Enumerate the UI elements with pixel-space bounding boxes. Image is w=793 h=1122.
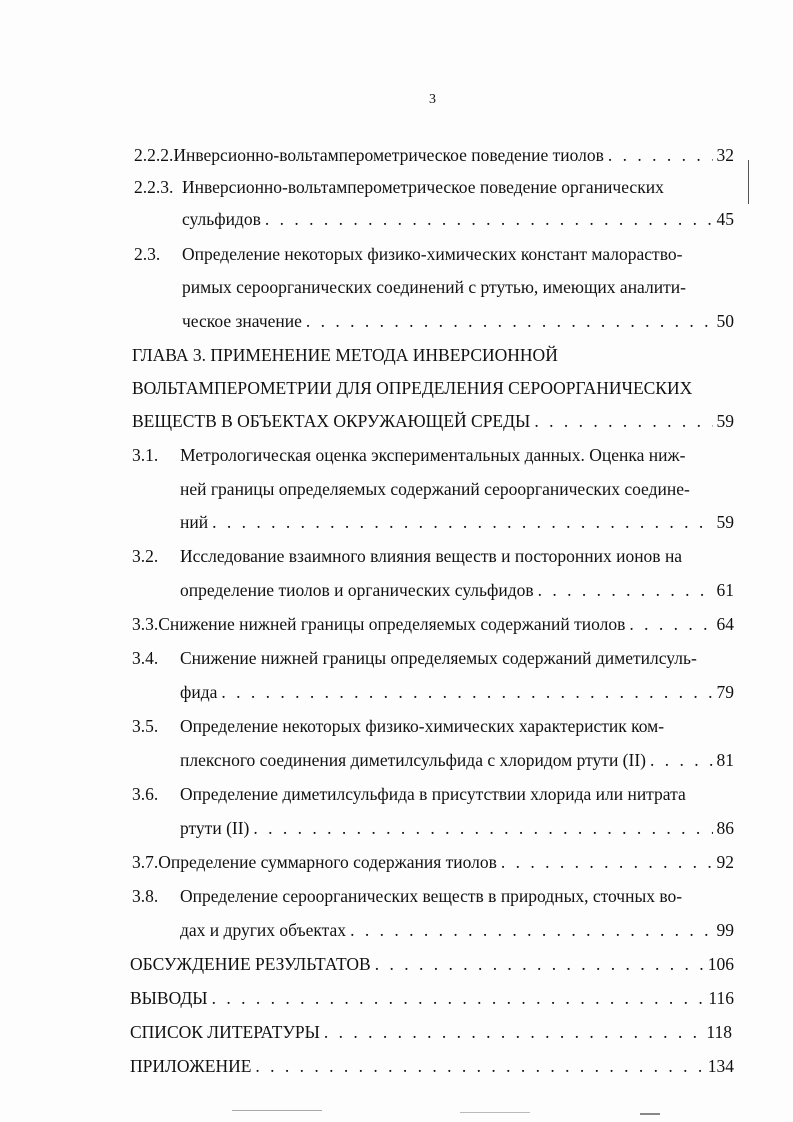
scan-artifact bbox=[460, 1112, 530, 1113]
toc-entry-number: 2.3. bbox=[134, 244, 161, 264]
toc-chapter-heading bbox=[132, 340, 734, 370]
toc-entry-continuation bbox=[182, 272, 734, 302]
toc-entry-title: Определение сероорганических веществ в природных, сточных во- bbox=[180, 886, 683, 906]
toc-entry-number: 3.3. bbox=[132, 614, 159, 634]
toc-leader-dots bbox=[324, 1017, 703, 1047]
toc-entry-title: фида bbox=[180, 682, 218, 702]
toc-entry-title: ВЕЩЕСТВ В ОБЪЕКТАХ ОКРУЖАЮЩЕЙ СРЕДЫ bbox=[132, 411, 531, 431]
toc-leader-dots bbox=[608, 140, 713, 170]
toc-entry-page: 64 bbox=[716, 614, 734, 634]
toc-entry-number: 3.1. bbox=[132, 445, 159, 465]
toc-entry bbox=[132, 541, 734, 571]
scan-artifact bbox=[232, 1110, 322, 1111]
toc-leader-dots bbox=[306, 306, 713, 336]
toc-chapter-heading bbox=[132, 373, 734, 403]
toc-entry-title: Метрологическая оценка экспериментальных данных. Оценка ниж- bbox=[180, 445, 686, 465]
toc-leader-dots bbox=[501, 847, 713, 877]
toc-entry-continuation bbox=[180, 575, 734, 605]
toc-entry-continuation bbox=[182, 306, 734, 336]
toc-entry-continuation bbox=[180, 813, 734, 843]
toc-entry-continuation bbox=[180, 915, 734, 945]
toc-entry-title: Определение некоторых физико-химических констант малораство- bbox=[182, 244, 683, 264]
toc-entry-title: ческое значение bbox=[182, 311, 302, 331]
toc-entry bbox=[132, 643, 734, 673]
toc-entry-title: ОБСУЖДЕНИЕ РЕЗУЛЬТАТОВ bbox=[130, 954, 371, 974]
toc-entry-page: 50 bbox=[716, 311, 734, 331]
toc-entry-page: 32 bbox=[716, 145, 734, 165]
toc-entry-title: римых сероорганических соединений с ртутью, имеющих аналити- bbox=[182, 277, 686, 297]
toc-entry-page: 45 bbox=[716, 209, 734, 229]
toc-entry-page: 61 bbox=[716, 580, 734, 600]
toc-entry bbox=[132, 779, 734, 809]
toc-chapter-heading bbox=[132, 406, 734, 436]
toc-entry bbox=[134, 172, 734, 202]
toc-entry-title: определение тиолов и органических сульфидов bbox=[180, 580, 534, 600]
toc-entry-title: ний bbox=[180, 512, 209, 532]
toc-entry-title: СПИСОК ЛИТЕРАТУРЫ bbox=[130, 1022, 320, 1042]
toc-entry-page: 116 bbox=[708, 988, 734, 1008]
toc-entry-title: ртути (II) bbox=[180, 818, 250, 838]
toc-entry-title: дах и других объектах bbox=[180, 920, 347, 940]
toc-entry-number: 3.2. bbox=[132, 546, 159, 566]
toc-entry bbox=[132, 711, 734, 741]
toc-leader-dots bbox=[350, 915, 712, 945]
toc-entry-title: Исследование взаимного влияния веществ и посторонних ионов на bbox=[180, 546, 683, 566]
toc-entry-title: ВОЛЬТАМПЕРОМЕТРИИ ДЛЯ ОПРЕДЕЛЕНИЯ СЕРООРГАНИЧЕСКИХ bbox=[132, 378, 693, 398]
toc-entry-page: 79 bbox=[716, 682, 734, 702]
toc-leader-dots bbox=[212, 983, 705, 1013]
toc-entry-title: ней границы определяемых содержаний сероорганических соедине- bbox=[180, 479, 690, 499]
toc-section bbox=[130, 983, 734, 1013]
page-number: 3 bbox=[429, 92, 436, 107]
toc-entry-title: Определение диметилсульфида в присутствии хлорида или нитрата bbox=[180, 784, 686, 804]
toc-entry bbox=[132, 881, 734, 911]
toc-entry-title: Снижение нижней границы определяемых содержаний тиолов bbox=[158, 614, 626, 634]
toc-entry-title: Снижение нижней границы определяемых содержаний диметилсуль- bbox=[180, 648, 697, 668]
toc-entry-number: 2.2.3. bbox=[134, 177, 174, 197]
toc-leader-dots bbox=[253, 813, 712, 843]
toc-entry-title: Инверсионно-вольтамперометрическое поведение органических bbox=[182, 177, 664, 197]
toc-leader-dots bbox=[534, 406, 712, 436]
toc-leader-dots bbox=[629, 609, 712, 639]
toc-entry-number: 3.5. bbox=[132, 716, 159, 736]
toc-entry bbox=[134, 239, 734, 269]
toc-entry-continuation bbox=[180, 677, 734, 707]
toc-entry bbox=[132, 609, 734, 639]
toc-entry-title: ВЫВОДЫ bbox=[130, 988, 208, 1008]
toc-entry-page: 59 bbox=[716, 512, 734, 532]
toc-entry-continuation bbox=[180, 474, 734, 504]
toc-entry-title: Определение суммарного содержания тиолов bbox=[158, 852, 497, 872]
toc-entry-page: 118 bbox=[706, 1022, 732, 1042]
toc-entry bbox=[132, 440, 734, 470]
toc-entry-page: 106 bbox=[707, 954, 734, 974]
toc-entry-page: 134 bbox=[707, 1056, 734, 1076]
scan-artifact bbox=[748, 160, 749, 204]
toc-entry-page: 81 bbox=[716, 750, 734, 770]
toc-entry-number: 3.6. bbox=[132, 784, 159, 804]
toc-entry-page: 86 bbox=[716, 818, 734, 838]
toc-entry-title: плексного соединения диметилсульфида с хлоридом ртути (II) bbox=[180, 750, 646, 770]
toc-section bbox=[130, 1051, 734, 1081]
toc-leader-dots bbox=[221, 677, 712, 707]
toc-leader-dots bbox=[538, 575, 713, 605]
toc-entry-number: 3.8. bbox=[132, 886, 159, 906]
toc-entry-number: 2.2.2. bbox=[134, 145, 174, 165]
toc-leader-dots bbox=[255, 1051, 703, 1081]
toc-entry-title: ГЛАВА 3. ПРИМЕНЕНИЕ МЕТОДА ИНВЕРСИОННОЙ bbox=[132, 345, 558, 365]
toc-entry-continuation bbox=[182, 204, 734, 234]
toc-entry-title: сульфидов bbox=[182, 209, 261, 229]
toc-entry-title: Инверсионно-вольтамперометрическое поведение тиолов bbox=[173, 145, 604, 165]
toc-entry-title: Определение некоторых физико-химических характеристик ком- bbox=[180, 716, 665, 736]
toc-entry-number: 3.7. bbox=[132, 852, 159, 872]
toc-entry-page: 92 bbox=[716, 852, 734, 872]
toc-leader-dots bbox=[265, 204, 713, 234]
toc-entry-page: 99 bbox=[716, 920, 734, 940]
toc-section bbox=[130, 949, 734, 979]
toc-entry-page: 59 bbox=[716, 411, 734, 431]
toc-leader-dots bbox=[375, 949, 704, 979]
toc-entry bbox=[134, 140, 734, 170]
toc-entry-continuation bbox=[180, 745, 734, 775]
toc-entry-continuation bbox=[180, 507, 734, 537]
toc-entry bbox=[132, 847, 734, 877]
toc-entry-number: 3.4. bbox=[132, 648, 159, 668]
toc-leader-dots bbox=[650, 745, 713, 775]
toc-section bbox=[130, 1017, 732, 1047]
toc-entry-title: ПРИЛОЖЕНИЕ bbox=[130, 1056, 252, 1076]
toc-leader-dots bbox=[212, 507, 712, 537]
scan-artifact bbox=[640, 1113, 660, 1115]
